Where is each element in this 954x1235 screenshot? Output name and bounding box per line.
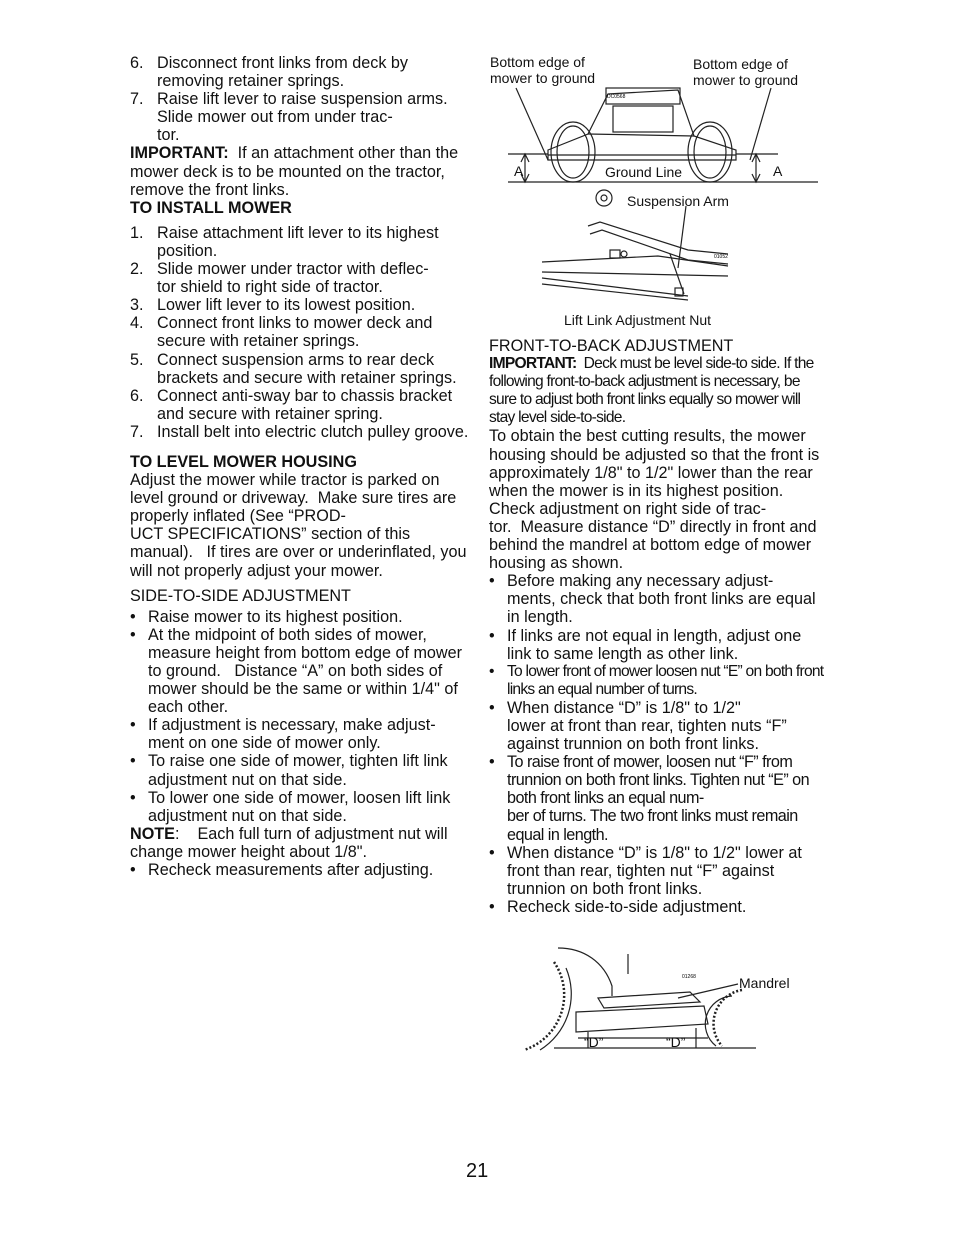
ftb-paragraph-1: To obtain the best cutting results, the mower housing should be adjusted so that the front is approximately 1/8" to 1/2" lower than the rear when the mower is in its highest position. [489, 427, 820, 500]
ftb-bullet: • When distance “D” is 1/8" to 1/2" lower at front than rear, tighten nuts “F” against trunnion on both front links. [489, 698, 787, 754]
ftb-heading: FRONT-TO-BACK ADJUSTMENT [489, 337, 734, 355]
figure-code: DC0568 [607, 94, 626, 100]
level-heading: TO LEVEL MOWER HOUSING [130, 452, 357, 471]
label-mandrel: Mandrel [739, 975, 790, 991]
install-step: 1. Raise attachment lift lever to its highest position. [130, 223, 439, 260]
install-step: 2. Slide mower under tractor with deflec- tor shield to right side of tractor. [130, 260, 429, 297]
ftb-bullet: • When distance “D” is 1/8" to 1/2" lower at front than rear, tighten nut “F” against trunnion on both front links. [489, 843, 802, 898]
right-column [489, 337, 829, 916]
side-bullet: • Recheck measurements after adjusting. [130, 861, 434, 880]
mandrel-figure [494, 942, 804, 1054]
left-column [130, 54, 475, 879]
install-step: 3. Lower lift lever to its lowest position. [130, 296, 416, 315]
ftb-bullet: • To raise front of mower, loosen nut “F” from trunnion on both front links. Tighten nut “E” on both front links an equal num- ber of turns. The two front links must remain equal in length. [489, 753, 810, 844]
mower-front-view-figure [488, 52, 828, 190]
label-a-left: A [514, 163, 524, 179]
ftb-paragraph-2: Check adjustment on right side of trac- tor. Measure distance “D” directly in front and behind the mandrel at bottom edge of mower housing as shown. [489, 499, 817, 573]
page-number: 21 [466, 1160, 489, 1182]
figure-code: 01052 [714, 254, 728, 260]
label-d-left: “D” [584, 1034, 604, 1050]
ftb-important: IMPORTANT: Deck must be level side-to side. If the following front-to-back adjustment is necessary, be sure to adjust both front links equally so mower will stay level side-to-side. [489, 355, 814, 427]
important-note: IMPORTANT: If an attachment other than the mower deck is to be mounted on the tractor, remove the front links. [130, 144, 459, 199]
label-bottom-edge-left: Bottom edge of mower to ground [490, 54, 596, 86]
label-ground-line: Ground Line [605, 164, 683, 180]
ftb-bullet: • To lower front of mower loosen nut “E” on both front links an equal number of turns. [489, 662, 824, 698]
note: NOTE: Each full turn of adjustment nut will change mower height about 1/8". [130, 824, 448, 861]
side-heading: SIDE-TO-SIDE ADJUSTMENT [130, 586, 351, 605]
label-suspension-arm: Suspension Arm [627, 193, 729, 209]
ftb-bullet: • Before making any necessary adjust- ments, check that both front links are equal in length. [489, 572, 816, 627]
install-step: 5. Connect suspension arms to rear deck brackets and secure with retainer springs. [130, 350, 457, 387]
side-bullet: • To raise one side of mower, tighten lift link adjustment nut on that side. [130, 752, 448, 789]
side-bullet: • If adjustment is necessary, make adjust- ment on one side of mower only. [130, 716, 436, 753]
install-step: 7. Install belt into electric clutch pulley groove. [130, 422, 469, 441]
install-heading: TO INSTALL MOWER [130, 198, 292, 217]
side-bullet: • To lower one side of mower, loosen lift link adjustment nut on that side. [130, 788, 451, 825]
label-lift-link-nut: Lift Link Adjustment Nut [564, 312, 712, 328]
ftb-bullet: • Recheck side-to-side adjustment. [489, 897, 747, 916]
level-paragraph: Adjust the mower while tractor is parked on level ground or driveway. Make sure tires are properly inflated (See “PROD- UCT SPECIFICATIONS” section of this manual). If tires are over or underinflated, you will not properly adjust your mower. [130, 471, 467, 580]
label-a-right: A [773, 163, 783, 179]
ftb-bullet: • If links are not equal in length, adjust one link to same length as other link. [489, 626, 802, 663]
label-bottom-edge-right: Bottom edge of mower to ground [693, 56, 799, 88]
removal-step: 6. Disconnect front links from deck by removing retainer springs. [130, 54, 409, 91]
side-bullet: • Raise mower to its highest position. [130, 607, 403, 626]
install-step: 4. Connect front links to mower deck and secure with retainer springs. [130, 314, 433, 351]
side-bullet: • At the midpoint of both sides of mower, measure height from bottom edge of mower to ground. Distance “A” on both sides of mower should be the same or within 1/4" of each other. [130, 625, 463, 717]
figure-code: 01268 [682, 974, 696, 980]
label-d-right: “D” [666, 1034, 686, 1050]
removal-step: 7. Raise lift lever to raise suspension arms. Slide mower out from under trac- tor. [130, 90, 448, 145]
install-step: 6. Connect anti-sway bar to chassis bracket and secure with retainer spring. [130, 386, 453, 423]
suspension-arm-figure [538, 186, 738, 331]
mandrel-drawing [494, 942, 804, 1054]
